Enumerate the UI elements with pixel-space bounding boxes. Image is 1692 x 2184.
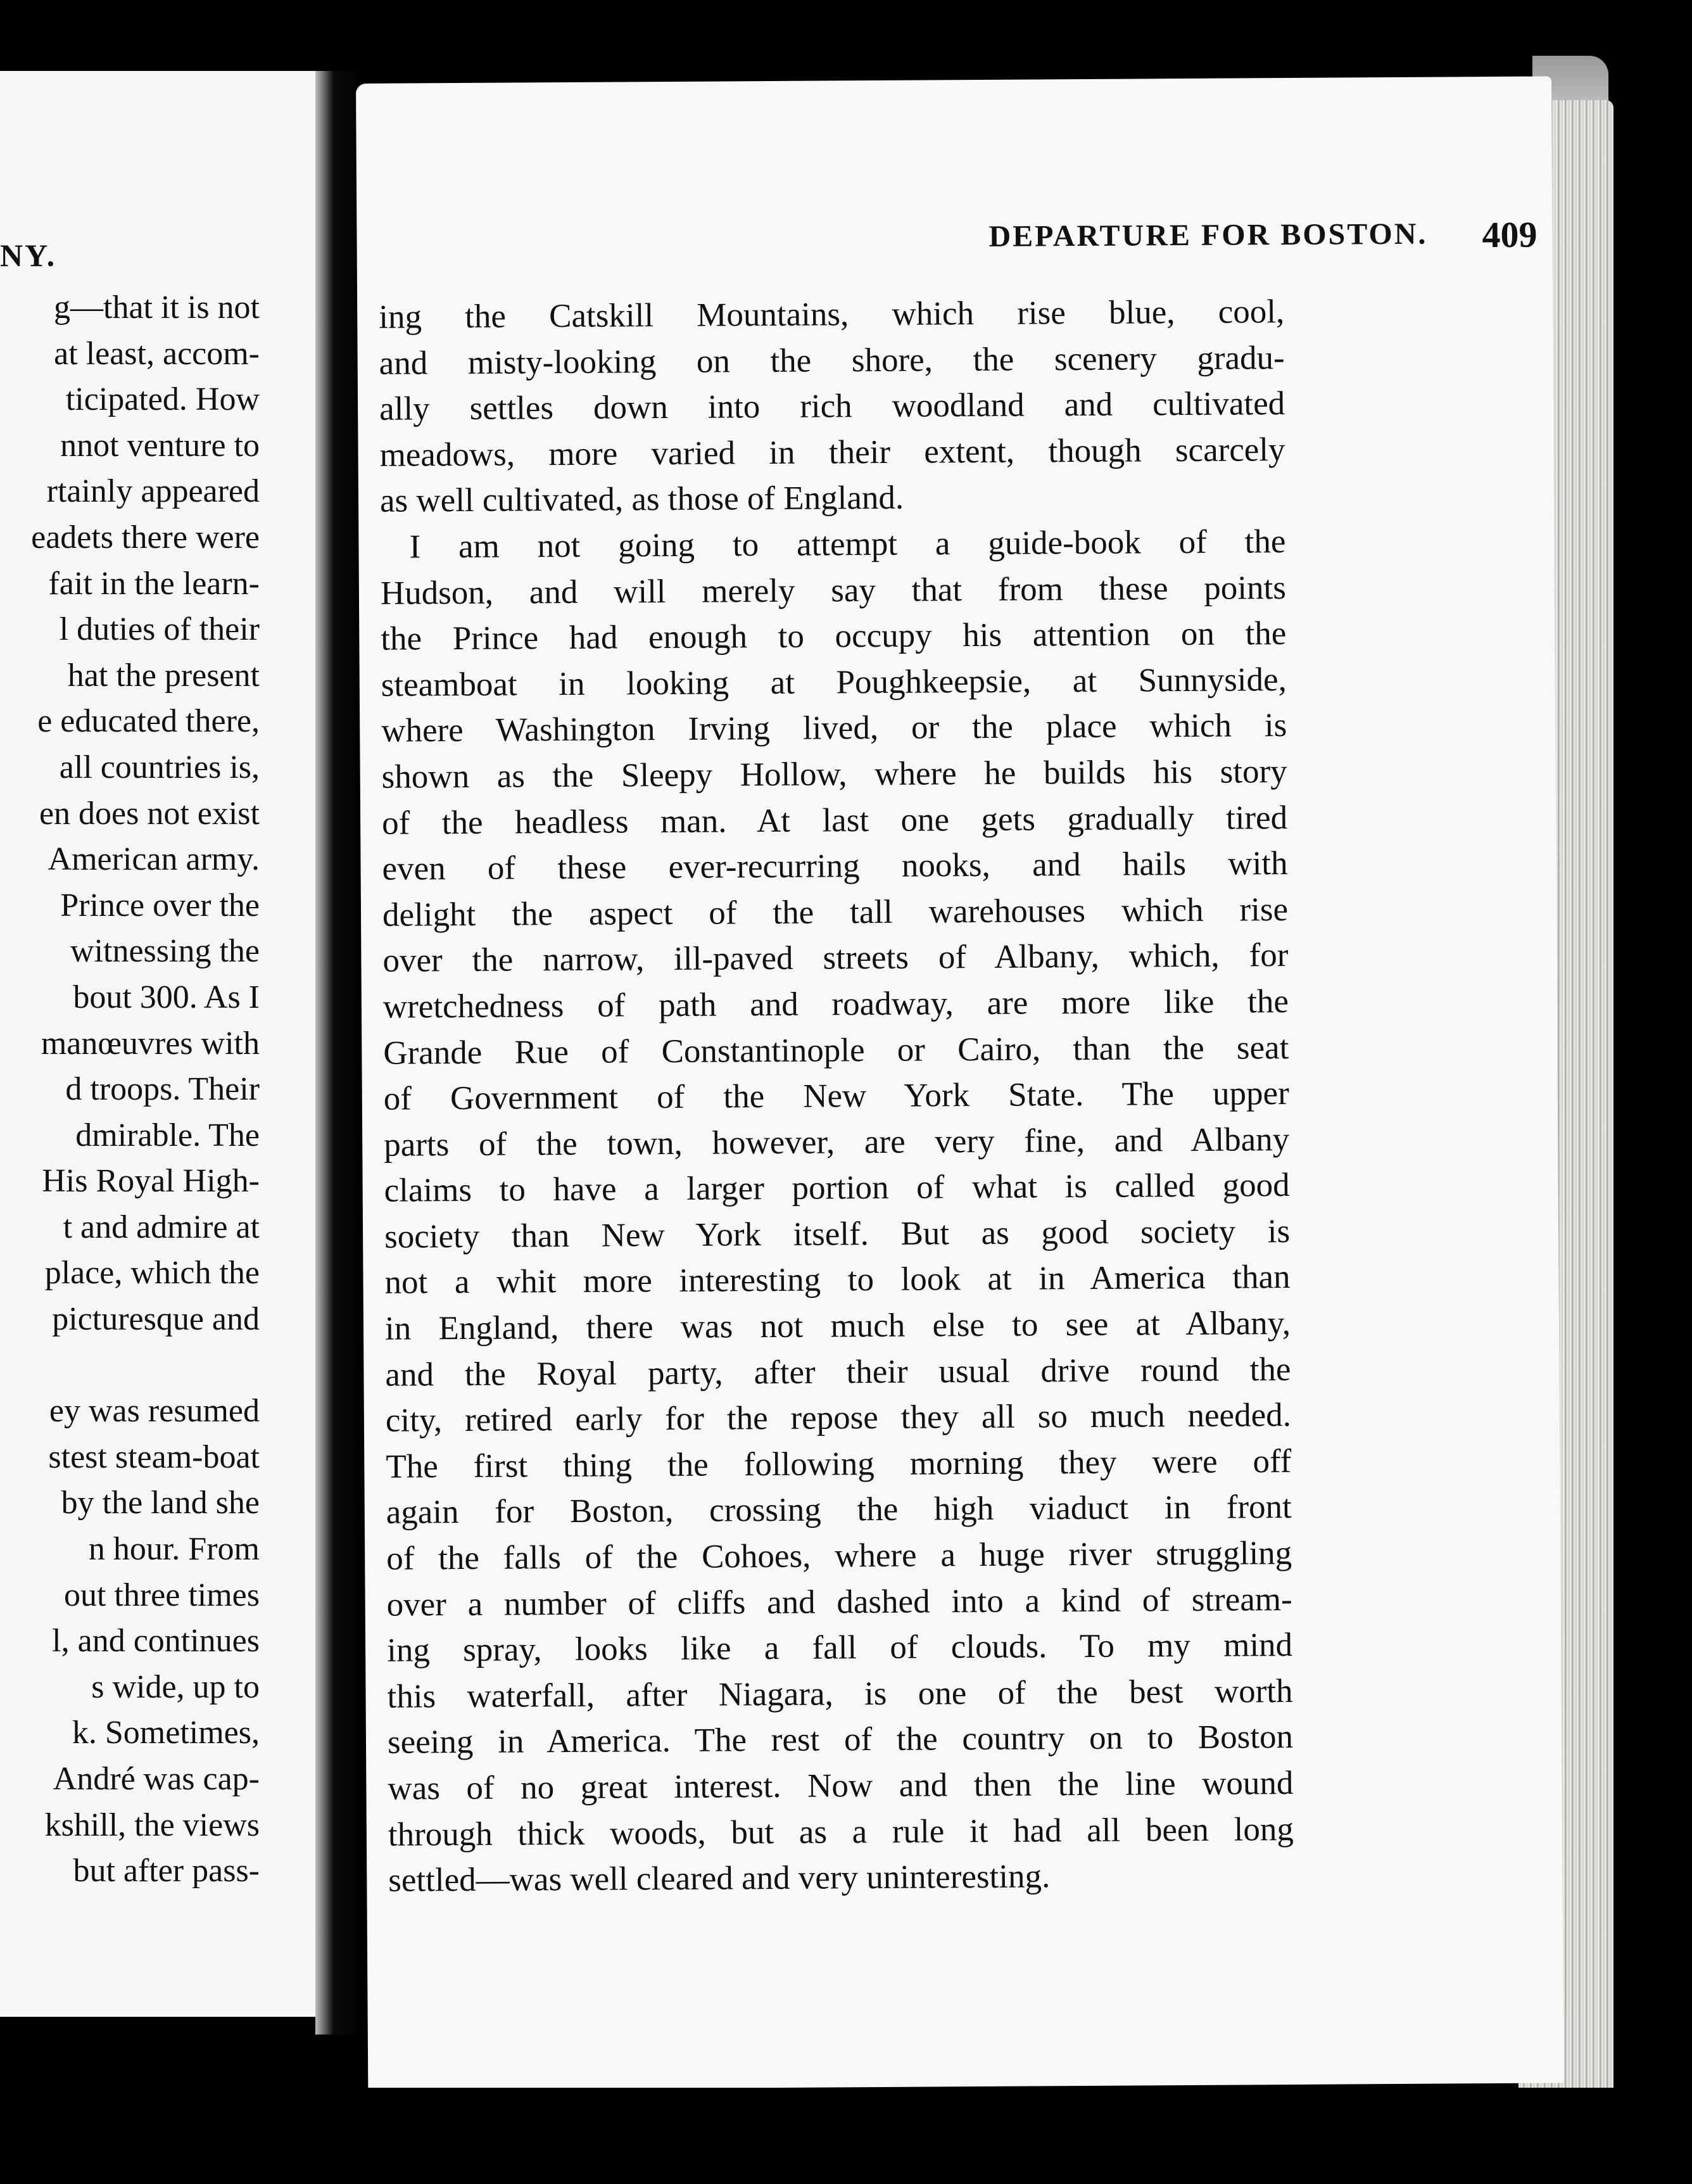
left-line: André was cap- — [53, 1761, 260, 1797]
left-line: eadets there were — [31, 519, 260, 556]
left-line: by the land she — [61, 1485, 260, 1521]
left-line: all countries is, — [59, 749, 260, 785]
text-line: ally settles down into rich woodland and cultivated — [379, 385, 1285, 428]
scan-border — [329, 2088, 1621, 2184]
left-line: en does not exist — [39, 795, 260, 832]
left-line: e educated there, — [37, 703, 260, 740]
left-line: k. Sometimes, — [72, 1715, 260, 1751]
text-line: parts of the town, however, are very fine, and Albany — [384, 1121, 1290, 1164]
text-line: not a whit more interesting to look at in America than — [384, 1259, 1291, 1302]
left-line: witnessing the — [70, 933, 260, 970]
text-line: Grande Rue of Constantinople or Cairo, than the seat — [383, 1029, 1289, 1072]
text-line: ing spray, looks like a fall of clouds. To my mind — [386, 1627, 1293, 1669]
left-line: bout 300. As I — [73, 979, 260, 1015]
left-line: n hour. From — [88, 1531, 260, 1568]
text-line: Hudson, and will merely say that from these points — [380, 569, 1287, 612]
left-page-text — [0, 285, 260, 1895]
left-line: dmirable. The — [75, 1117, 260, 1153]
left-line: rtainly appeared — [46, 473, 260, 510]
left-line: hat the present — [67, 657, 260, 694]
left-line — [0, 1343, 260, 1389]
left-line: American army. — [47, 841, 260, 878]
text-line: over the narrow, ill-paved streets of Albany, which, for — [382, 937, 1289, 980]
left-line: g—that it is not — [54, 289, 260, 326]
left-line: but after pass- — [73, 1853, 260, 1889]
body-text — [379, 289, 1294, 1903]
text-line: even of these ever-recurring nooks, and hails with — [382, 845, 1288, 887]
text-line: claims to have a larger portion of what is called good — [384, 1167, 1290, 1210]
page-header — [629, 213, 1537, 272]
left-line: picturesque and — [52, 1301, 260, 1338]
left-line: His Royal High- — [42, 1163, 260, 1200]
left-line: stest steam-boat — [48, 1438, 260, 1475]
text-line: in England, there was not much else to see at Albany, — [384, 1305, 1291, 1347]
text-line: seeing in America. The rest of the country on to Boston — [387, 1718, 1294, 1762]
left-line: manœuvres with — [41, 1025, 260, 1062]
left-line: t and admire at — [63, 1209, 260, 1245]
left-line: ticipated. How — [65, 381, 260, 418]
text-line: delight the aspect of the tall warehouses which rise — [382, 891, 1289, 934]
text-line: through thick woods, but as a rule it had all been long — [388, 1810, 1294, 1853]
text-line: and misty-looking on the shore, the scenery gradu- — [379, 339, 1285, 382]
left-line: s wide, up to — [91, 1668, 260, 1705]
left-line: nnot venture to — [60, 427, 260, 464]
left-line: Prince over the — [60, 887, 260, 924]
text-line: shown as the Sleepy Hollow, where he builds his story — [381, 752, 1287, 796]
left-running-head: NY. — [0, 238, 57, 273]
book-gutter — [315, 71, 361, 2035]
text-line: wretchedness of path and roadway, are more like the — [382, 982, 1289, 1025]
left-line: d troops. Their — [65, 1071, 260, 1108]
text-line: city, retired early for the repose they all so much needed. — [385, 1397, 1292, 1440]
text-line: settled—was well cleared and very uninteresting. — [388, 1858, 1051, 1899]
text-line: was of no great interest. Now and then the line wound — [388, 1765, 1294, 1807]
text-line: of the falls of the Cohoes, where a huge river struggling — [386, 1535, 1292, 1577]
text-line: The first thing the following morning they were off — [386, 1442, 1292, 1485]
text-line: and the Royal party, after their usual drive round the — [385, 1350, 1291, 1394]
text-line: this waterfall, after Niagara, is one of the best worth — [387, 1672, 1293, 1715]
text-line: society than New York itself. But as good society is — [384, 1212, 1291, 1255]
text-line: steamboat in looking at Poughkeepsie, at Sunnyside, — [381, 661, 1287, 704]
left-line: kshill, the views — [44, 1806, 260, 1843]
right-page — [356, 76, 1563, 2090]
text-line: the Prince had enough to occupy his attention on the — [381, 615, 1287, 657]
left-line: l duties of their — [59, 611, 260, 648]
text-line: meadows, more varied in their extent, though scarcely — [379, 431, 1285, 474]
left-line: l, and continues — [52, 1623, 260, 1660]
left-line: place, which the — [44, 1255, 260, 1292]
left-line: ey was resumed — [49, 1393, 260, 1430]
text-line: over a number of cliffs and dashed into a kind of stream- — [386, 1580, 1292, 1623]
page-number: 409 — [1482, 213, 1537, 256]
text-line: of Government of the New York State. The upper — [383, 1075, 1289, 1117]
text-line: ing the Catskill Mountains, which rise blue, cool, — [379, 293, 1285, 336]
text-line: where Washington Irving lived, or the place which is — [381, 707, 1287, 750]
text-line: of the headless man. At last one gets gradually tired — [381, 799, 1288, 842]
running-head: DEPARTURE FOR BOSTON. — [988, 217, 1428, 253]
left-line: at least, accom- — [54, 335, 260, 372]
text-line: as well cultivated, as those of England. — [379, 479, 904, 520]
text-line: again for Boston, crossing the high viaduct in front — [386, 1489, 1292, 1532]
left-line: out three times — [63, 1577, 260, 1613]
left-line: fait in the learn- — [48, 565, 260, 602]
text-line: I am not going to attempt a guide-book of the — [409, 523, 1286, 566]
left-page — [0, 71, 315, 2017]
